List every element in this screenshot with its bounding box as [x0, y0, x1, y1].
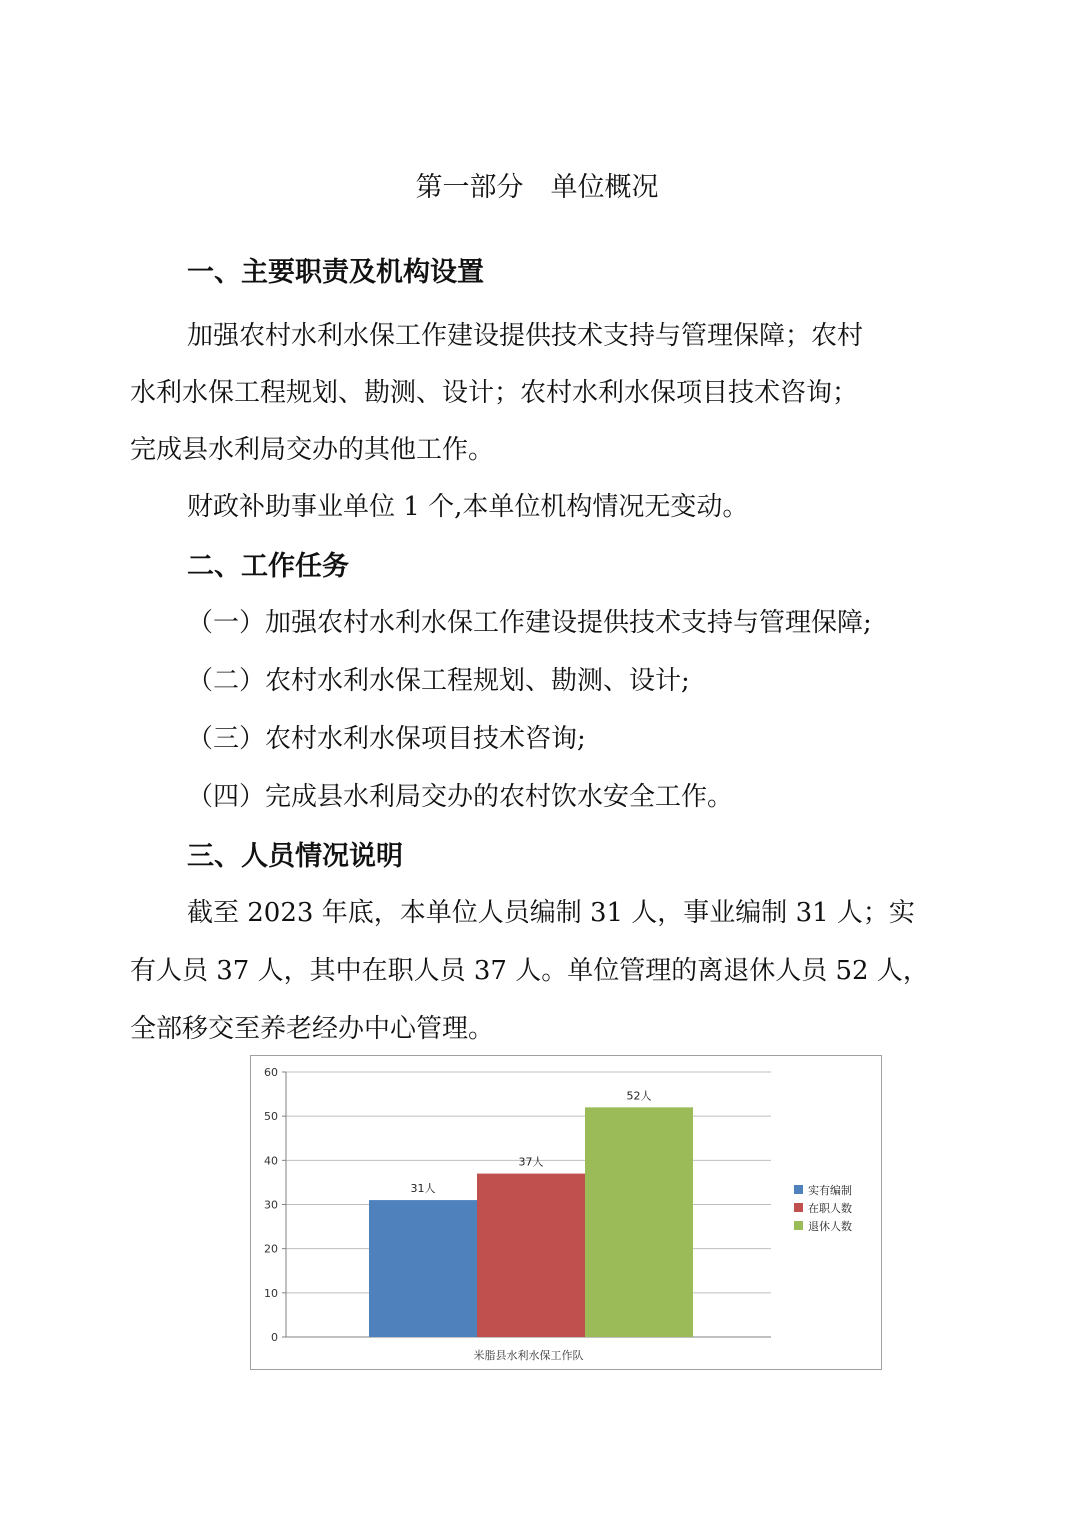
y-tick-label: 10 — [264, 1286, 278, 1300]
bar-value-label: 31人 — [410, 1182, 436, 1196]
bar-2 — [477, 1174, 585, 1337]
section1-para1-line2: 水利水保工程规划、勘测、设计；农村水利水保项目技术咨询； — [130, 378, 859, 408]
bar-1 — [369, 1200, 477, 1337]
section3-para-line3: 全部移交至养老经办中心管理。 — [130, 1014, 495, 1044]
bar-value-label: 37人 — [518, 1155, 544, 1169]
task-item: （三）农村水利水保项目技术咨询; — [187, 724, 586, 754]
y-tick-label: 20 — [264, 1242, 278, 1256]
staff-bar-chart — [251, 1056, 881, 1369]
page-title: 第一部分 单位概况 — [415, 172, 659, 203]
legend-swatch — [794, 1185, 803, 1194]
section2-heading: 二、工作任务 — [187, 551, 349, 582]
section1-heading: 一、主要职责及机构设置 — [187, 257, 484, 288]
section3-para-line2: 有人员 37 人，其中在职人员 37 人。单位管理的离退休人员 52 人， — [130, 956, 929, 986]
section3-heading: 三、人员情况说明 — [187, 841, 403, 872]
task-item: （二）农村水利水保工程规划、勘测、设计; — [187, 666, 690, 696]
section1-para2: 财政补助事业单位 1 个,本单位机构情况无变动。 — [187, 492, 749, 522]
section1-para1-line1: 加强农村水利水保工作建设提供技术支持与管理保障；农村 — [187, 321, 864, 351]
y-tick-label: 40 — [264, 1154, 278, 1168]
y-tick-label: 50 — [264, 1110, 278, 1124]
bar-value-label: 52人 — [626, 1089, 652, 1103]
legend-label: 在职人数 — [808, 1202, 852, 1215]
legend-label: 实有编制 — [808, 1184, 852, 1197]
staff-chart — [250, 1055, 882, 1370]
section3-para-line1: 截至 2023 年底，本单位人员编制 31 人，事业编制 31 人；实 — [187, 898, 915, 928]
section1-para1-line3: 完成县水利局交办的其他工作。 — [130, 435, 495, 465]
task-item: （四）完成县水利局交办的农村饮水安全工作。 — [187, 782, 734, 812]
y-tick-label: 0 — [271, 1331, 278, 1344]
y-tick-label: 60 — [264, 1066, 278, 1079]
task-item: （一）加强农村水利水保工作建设提供技术支持与管理保障; — [187, 608, 872, 638]
legend-label: 退休人数 — [808, 1220, 852, 1233]
bar-3 — [585, 1107, 693, 1337]
legend-swatch — [794, 1221, 803, 1230]
y-tick-label: 30 — [264, 1198, 278, 1212]
x-category-label: 米脂县水利水保工作队 — [473, 1349, 584, 1362]
legend-swatch — [794, 1203, 803, 1212]
